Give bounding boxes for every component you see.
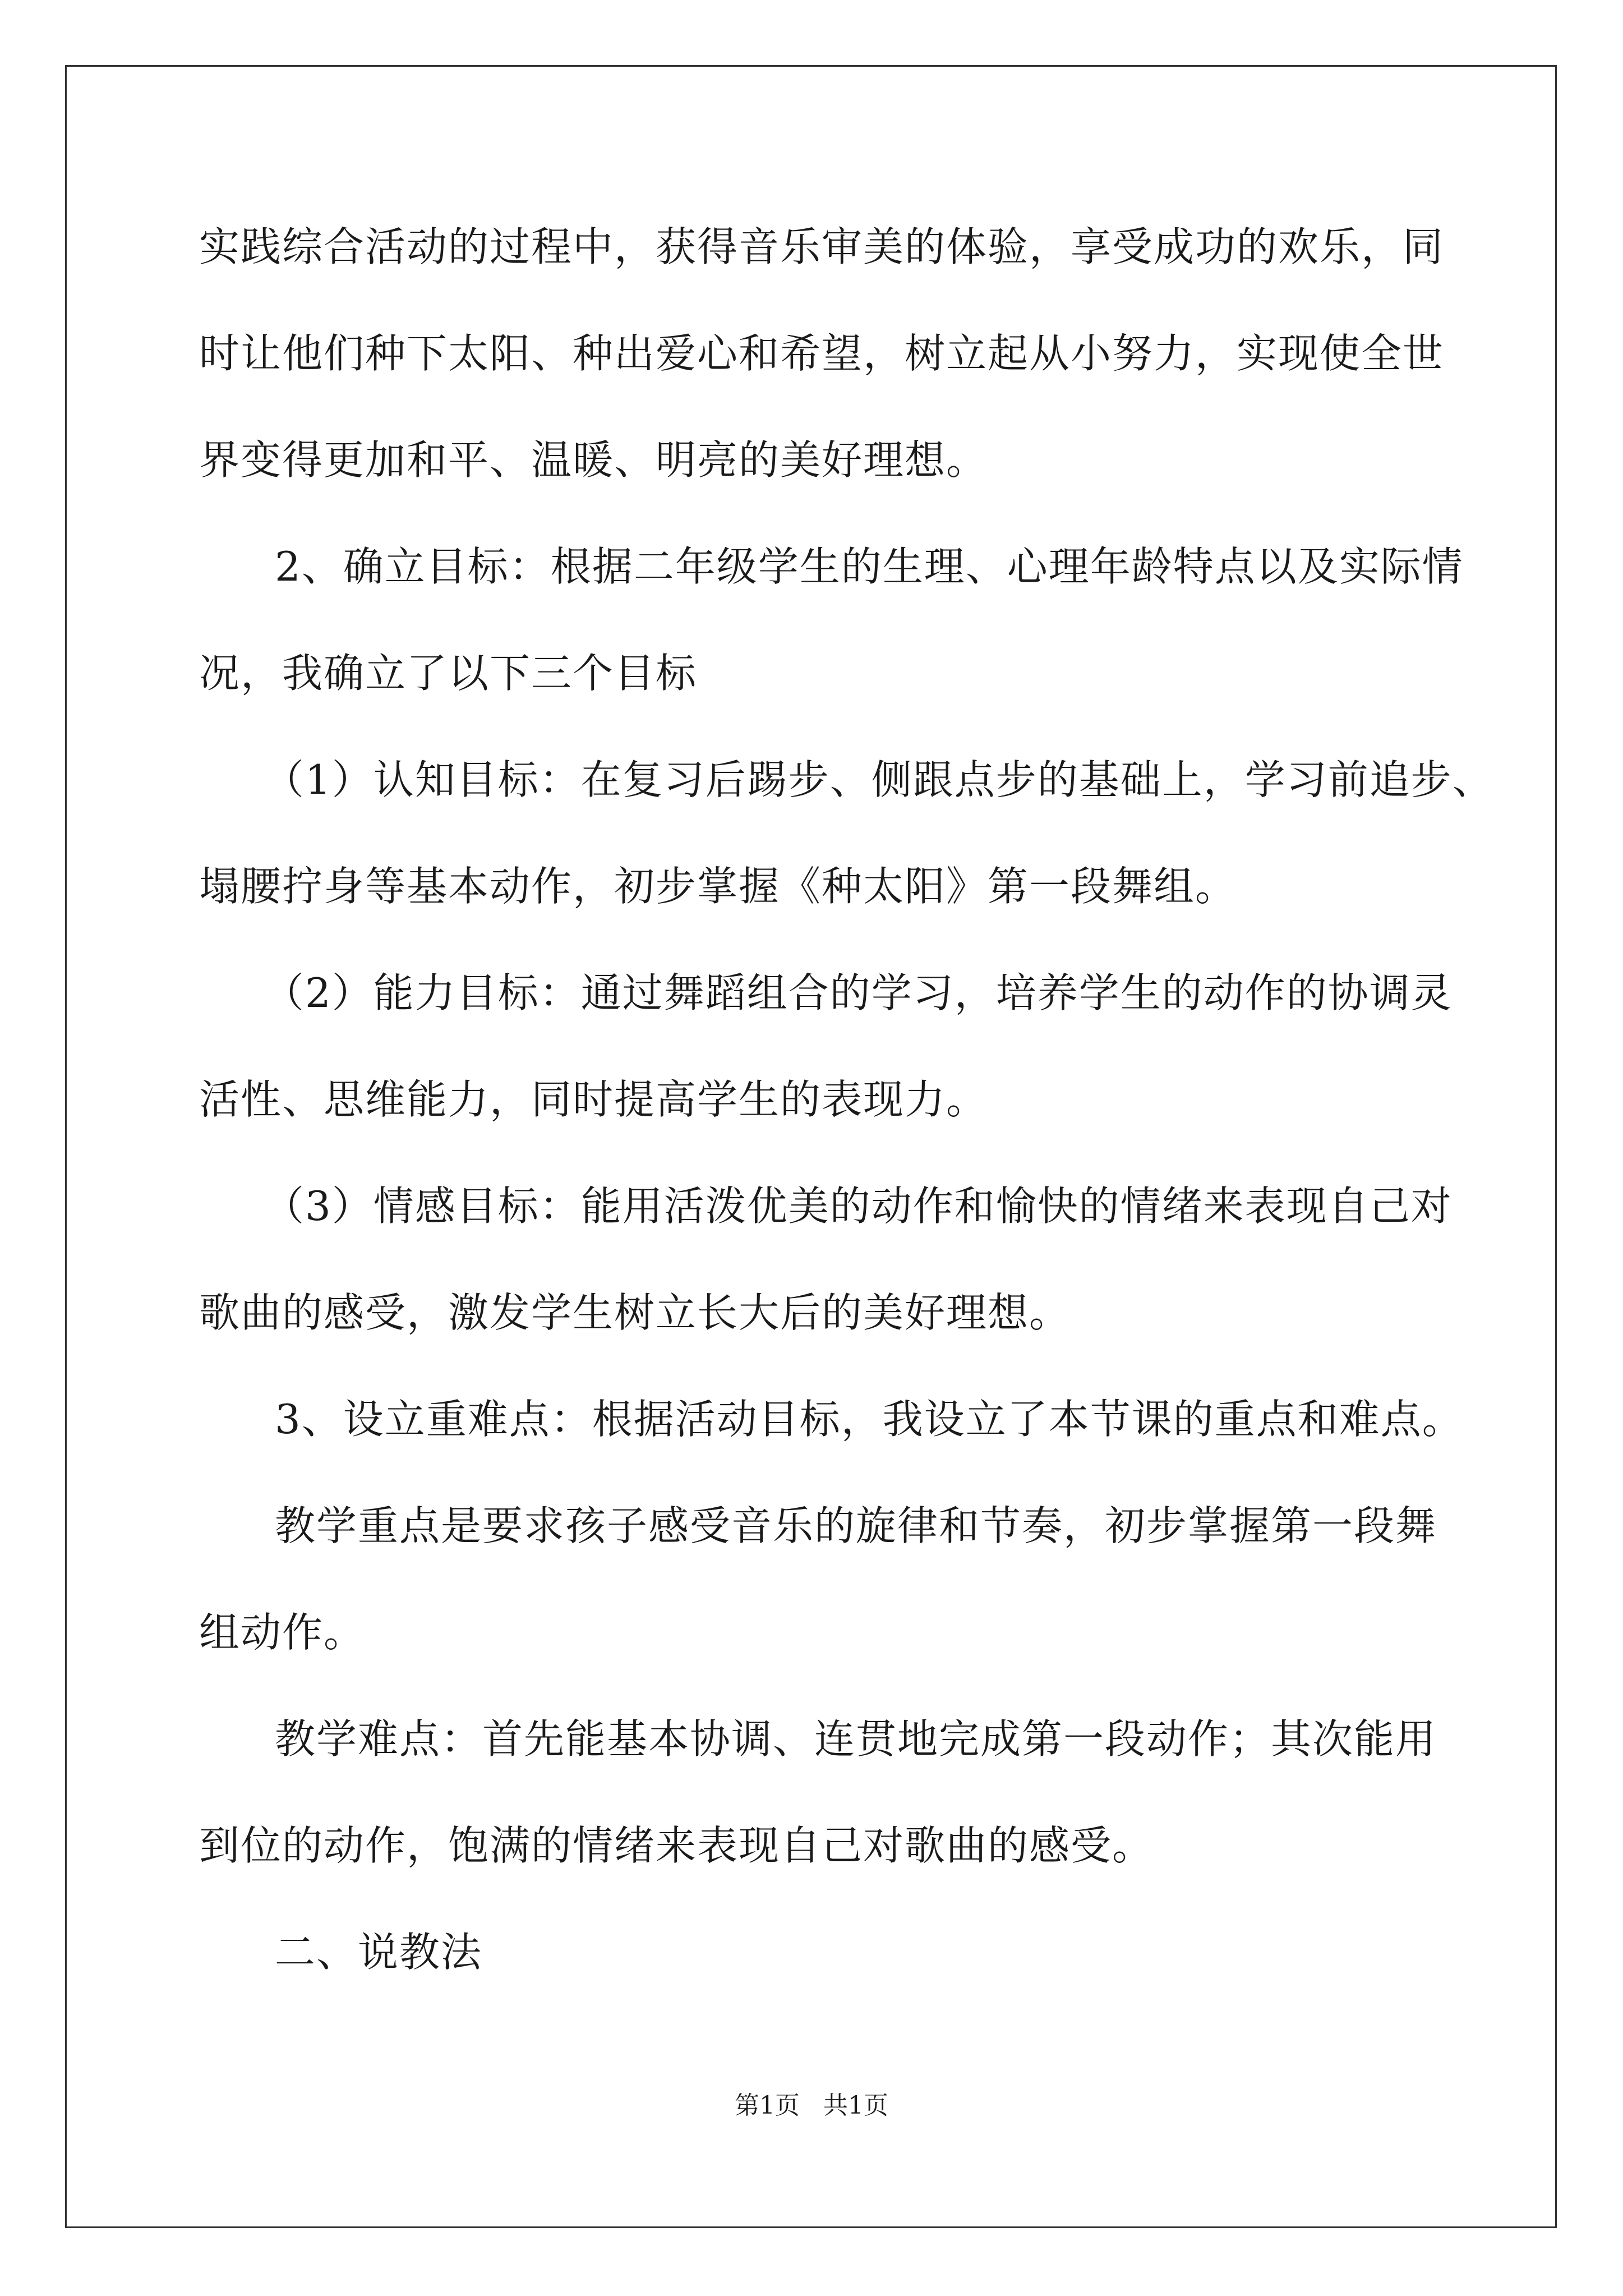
section-heading: 二、说教法 xyxy=(275,1929,483,1976)
paragraph-line-11: 歌曲的感受，激发学生树立长大后的美好理想。 xyxy=(199,1289,1071,1336)
paragraph-line-14: 组动作。 xyxy=(199,1609,366,1656)
paragraph-line-4: 2、确立目标：根据二年级学生的生理、心理年龄特点以及实际情 xyxy=(275,543,1464,590)
paragraph-line-1: 实践综合活动的过程中，获得音乐审美的体验，享受成功的欢乐，同 xyxy=(199,223,1445,270)
paragraph-line-6: （1）认知目标：在复习后踢步、侧跟点步的基础上，学习前追步、 xyxy=(264,756,1494,803)
paragraph-line-10: （3）情感目标：能用活泼优美的动作和愉快的情绪来表现自己对 xyxy=(264,1182,1453,1230)
paragraph-line-5: 况，我确立了以下三个目标 xyxy=(199,650,698,697)
paragraph-line-7: 塌腰拧身等基本动作，初步掌握《种太阳》第一段舞组。 xyxy=(199,863,1237,910)
paragraph-line-3: 界变得更加和平、温暖、明亮的美好理想。 xyxy=(199,436,988,484)
paragraph-line-13: 教学重点是要求孩子感受音乐的旋律和节奏，初步掌握第一段舞 xyxy=(275,1502,1437,1549)
paragraph-line-15: 教学难点：首先能基本协调、连贯地完成第一段动作；其次能用 xyxy=(275,1715,1437,1763)
page-border xyxy=(65,65,1557,2228)
paragraph-line-2: 时让他们种下太阳、种出爱心和希望，树立起从小努力，实现使全世 xyxy=(199,330,1445,377)
paragraph-line-16: 到位的动作，饱满的情绪来表现自己对歌曲的感受。 xyxy=(199,1822,1154,1869)
paragraph-line-9: 活性、思维能力，同时提高学生的表现力。 xyxy=(199,1076,988,1123)
page-footer: 第1页 共1页 xyxy=(735,2091,888,2120)
paragraph-line-8: （2）能力目标：通过舞蹈组合的学习，培养学生的动作的协调灵 xyxy=(264,969,1453,1016)
paragraph-line-12: 3、设立重难点：根据活动目标，我设立了本节课的重点和难点。 xyxy=(275,1396,1464,1443)
